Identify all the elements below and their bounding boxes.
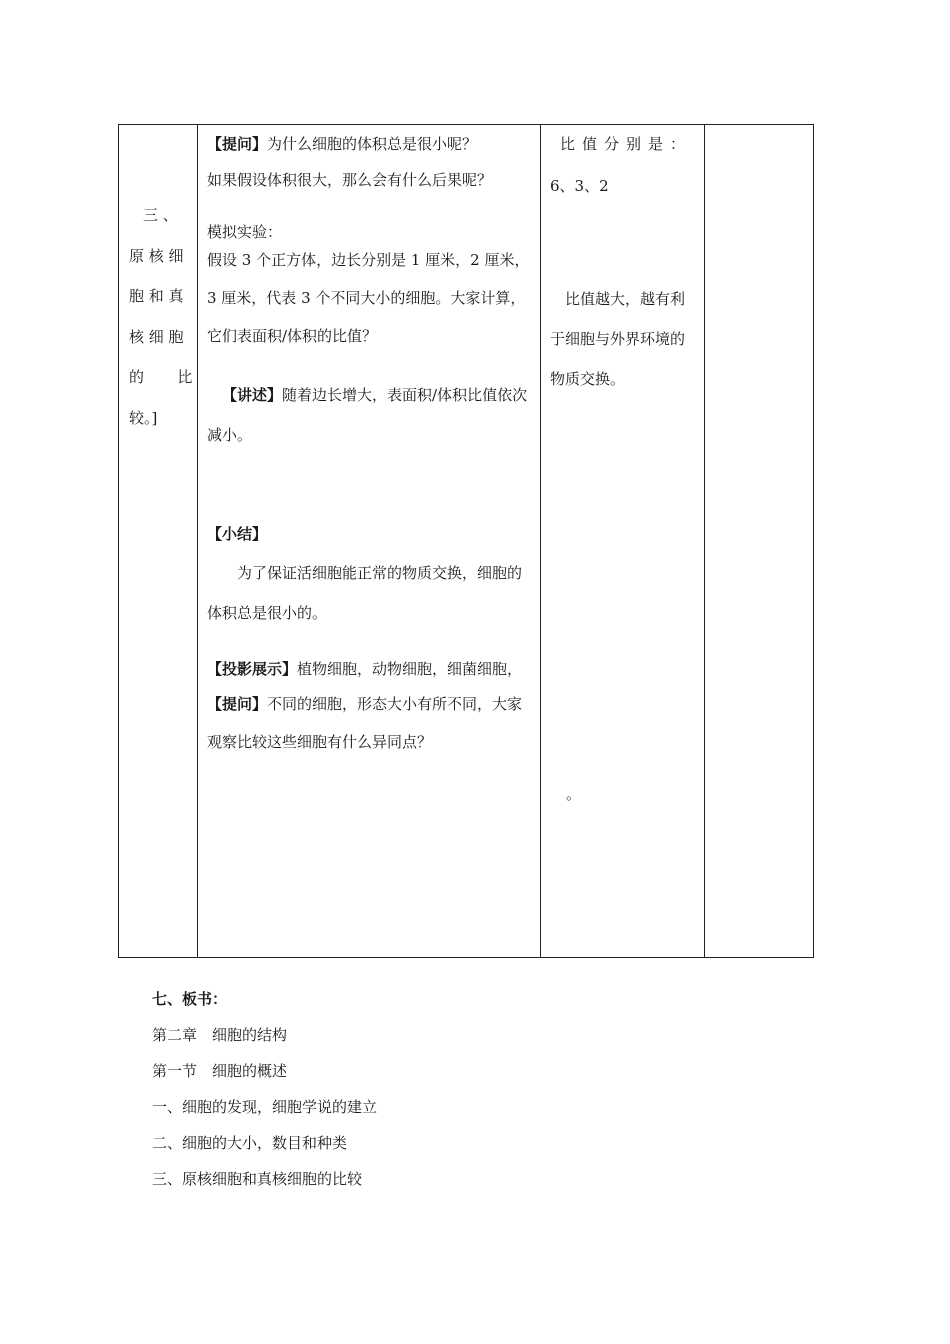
lecture-tag: 【讲述】 xyxy=(222,386,283,404)
lecture-text: 随着边长增大，表面积/体积比值依次减小。 xyxy=(207,386,528,444)
board-line: 二、细胞的大小，数目和种类 xyxy=(152,1134,348,1152)
board-heading: 七、板书： xyxy=(152,990,228,1008)
conclusion-text: 比值越大，越有利于细胞与外界环境的物质交换。 xyxy=(550,290,686,388)
question-text: 不同的细胞，形态大小有所不同，大家观察比较这些细胞有什么异同点？ xyxy=(207,695,523,751)
blackboard-section xyxy=(152,981,802,1197)
projection xyxy=(207,649,532,689)
question-2 xyxy=(207,685,532,761)
trailing-dot: 。 xyxy=(566,785,582,803)
section-title-line: 较。] xyxy=(129,408,158,427)
question-text: 为什么细胞的体积总是很小呢？ xyxy=(267,135,478,153)
section-title-line: 的 比 xyxy=(129,368,193,386)
notes-cell xyxy=(705,125,814,958)
question-1 xyxy=(207,129,532,159)
section-title-line: 三 、 xyxy=(143,206,178,224)
question-tag: 【提问】 xyxy=(207,695,268,713)
section-title-line: 胞 和 真 xyxy=(129,287,184,305)
question-1-followup: 如果假设体积很大，那么会有什么后果呢？ xyxy=(207,171,493,189)
summary-text: 为了保证活细胞能正常的物质交换，细胞的体积总是很小的。 xyxy=(207,564,523,622)
lecture xyxy=(207,375,532,455)
section-title-line: 原 核 细 xyxy=(129,246,184,265)
experiment-title: 模拟实验： xyxy=(207,223,283,241)
table-row xyxy=(119,125,814,958)
board-line: 一、细胞的发现，细胞学说的建立 xyxy=(152,1098,378,1116)
section-title-line: 核 细 胞 xyxy=(129,327,184,346)
section-title-cell xyxy=(119,125,198,958)
question-tag: 【提问】 xyxy=(207,135,268,153)
projection-tag: 【投影展示】 xyxy=(207,660,298,678)
board-line: 三、原核细胞和真核细胞的比较 xyxy=(152,1170,363,1188)
lesson-table xyxy=(118,124,814,958)
ratio-label: 比值分别是： xyxy=(560,135,693,153)
teacher-activity-cell xyxy=(198,125,541,958)
summary-tag: 【小结】 xyxy=(207,525,268,543)
board-line: 第二章 细胞的结构 xyxy=(152,1026,288,1044)
projection-text: 植物细胞，动物细胞，细菌细胞， xyxy=(297,660,523,678)
ratio-values: 6、3、2 xyxy=(550,177,609,195)
board-line: 第一节 细胞的概述 xyxy=(152,1062,288,1080)
student-activity-cell xyxy=(541,125,705,958)
experiment-body: 假设 3 个正方体，边长分别是 1 厘米，2 厘米，3 厘米，代表 3 个不同大小的细胞。大家计算，它们表面积/体积的比值？ xyxy=(207,251,530,345)
